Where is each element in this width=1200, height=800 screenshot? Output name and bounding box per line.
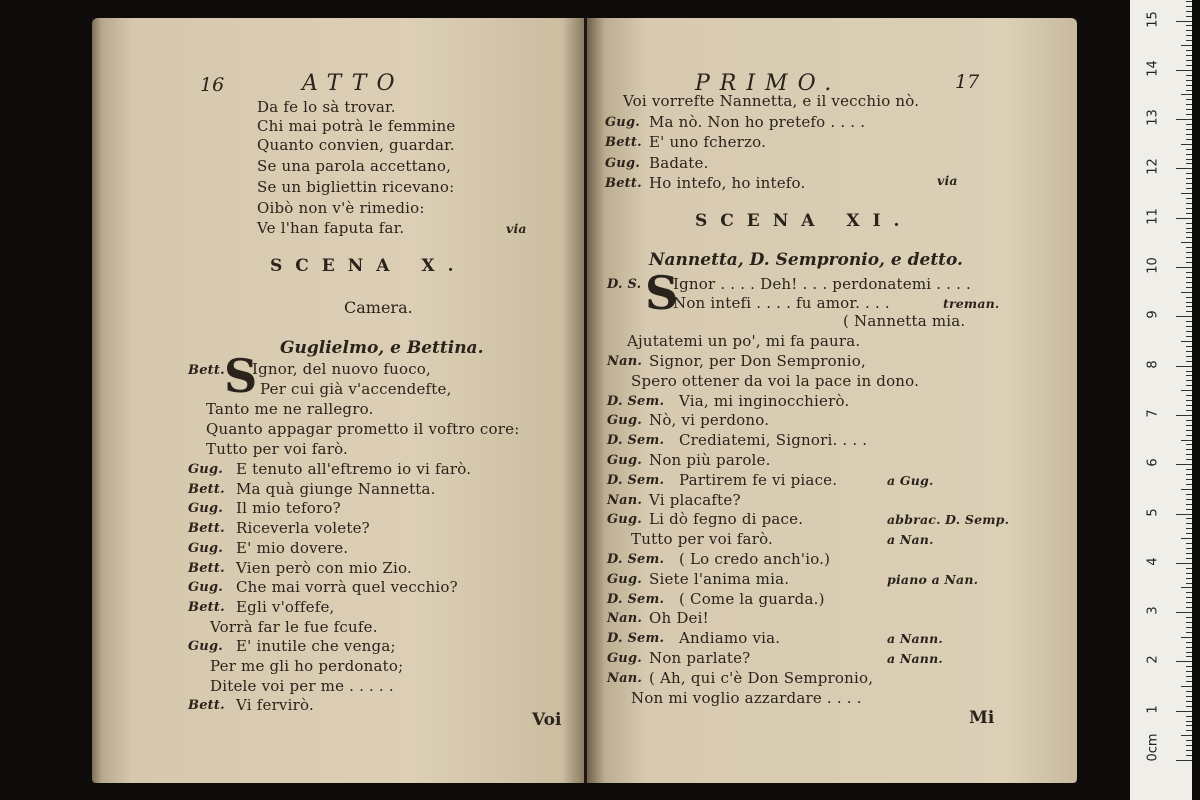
ruler-tick	[1186, 721, 1192, 722]
ruler-label: 14	[1145, 60, 1161, 77]
dialogue-line: Riceverla volete?	[236, 519, 370, 538]
ruler-tick	[1176, 661, 1192, 662]
scene-heading-right: SCENA XI.	[695, 211, 913, 231]
ruler-tick	[1186, 380, 1192, 381]
ruler-tick	[1186, 223, 1192, 224]
dialogue-line: Quanto appagar prometto il voftro core:	[206, 420, 520, 438]
measurement-ruler	[1130, 0, 1192, 800]
ruler-tick	[1186, 681, 1192, 682]
ruler-tick	[1186, 652, 1192, 653]
speaker-label: Gug.	[607, 413, 642, 429]
ruler-tick	[1186, 395, 1192, 396]
ruler-tick	[1186, 504, 1192, 505]
ruler-tick	[1186, 430, 1192, 431]
ruler-tick	[1186, 65, 1192, 66]
ruler-tick	[1181, 538, 1192, 539]
ruler-tick	[1181, 587, 1192, 588]
speaker-label: Bett.	[188, 363, 225, 378]
ruler-tick	[1186, 484, 1192, 485]
speaker-label: Bett.	[188, 481, 225, 497]
dialogue-line: Spero ottener da voi la pace in dono.	[631, 371, 920, 390]
dialogue-line: E' mio dovere.	[236, 538, 349, 557]
dialogue-line: Vi placafte?	[649, 490, 741, 509]
ruler-tick	[1186, 109, 1192, 110]
dialogue-line: Egli v'offefe,	[236, 597, 335, 616]
ruler-tick	[1186, 178, 1192, 179]
ruler-label: 13	[1145, 109, 1161, 126]
dialogue-line: Badate.	[649, 153, 709, 172]
ruler-tick	[1181, 735, 1192, 736]
ruler-tick	[1186, 509, 1192, 510]
ruler-tick	[1186, 237, 1192, 238]
ruler-tick	[1186, 602, 1192, 603]
ruler-tick	[1186, 331, 1192, 332]
ruler-tick	[1186, 129, 1192, 130]
dialogue-line: E' uno fcherzo.	[649, 133, 767, 151]
ruler-label: 1	[1145, 705, 1161, 714]
speaker-label: D. Sem.	[607, 393, 665, 409]
ruler-label: 8	[1145, 359, 1161, 369]
ruler-tick	[1186, 282, 1192, 283]
ruler-tick	[1186, 277, 1192, 278]
cast-line-right: Nannetta, D. Sempronio, e detto.	[649, 250, 963, 270]
running-head-right: PRIMO.	[695, 71, 842, 96]
ruler-tick	[1186, 16, 1192, 17]
ruler-tick	[1186, 420, 1192, 421]
ruler-tick	[1186, 60, 1192, 61]
ruler-tick	[1186, 410, 1192, 411]
speaker-label: Nan.	[607, 492, 643, 508]
speaker-label: D. Sem.	[607, 631, 665, 647]
dialogue-line: ( Lo credo anch'io.)	[679, 550, 831, 568]
dialogue-line: Li dò fegno di pace.	[649, 510, 804, 529]
ruler-tick	[1176, 464, 1192, 465]
ruler-tick	[1186, 134, 1192, 135]
stage-direction: treman.	[943, 296, 1000, 311]
ruler-tick	[1186, 247, 1192, 248]
ruler-tick	[1186, 701, 1192, 702]
ruler-tick	[1186, 262, 1192, 263]
dialogue-line: Ditele voi per me . . . . .	[210, 676, 394, 695]
ruler-tick	[1186, 494, 1192, 495]
ruler-tick	[1186, 528, 1192, 529]
dialogue-line: Voi vorrefte Nannetta, e il vecchio nò.	[623, 92, 920, 110]
ruler-label: 3	[1145, 606, 1161, 615]
ruler-label: 5	[1145, 507, 1161, 517]
ruler-tick	[1186, 1, 1192, 2]
ruler-tick	[1176, 514, 1192, 515]
ruler-tick	[1186, 642, 1192, 643]
speaker-label: Bett.	[605, 176, 642, 191]
dialogue-line: Vien però con mio Zio.	[236, 558, 412, 577]
ruler-tick	[1186, 617, 1192, 618]
dialogue-line: ( Ah, qui c'è Don Sempronio,	[649, 668, 874, 687]
dialogue-line: Tutto per voi farò.	[631, 530, 774, 549]
ruler-tick	[1186, 361, 1192, 362]
ruler-tick	[1186, 405, 1192, 406]
ruler-label: 4	[1145, 557, 1161, 566]
stage-direction: a Nann.	[887, 651, 943, 666]
dialogue-line: ( Come la guarda.)	[679, 589, 825, 608]
ruler-tick	[1186, 336, 1192, 337]
speaker-label: Gug.	[605, 155, 640, 171]
ruler-tick	[1186, 755, 1192, 756]
ruler-tick	[1176, 366, 1192, 367]
ruler-tick	[1186, 351, 1192, 352]
page-number-right: 17	[955, 71, 980, 93]
ruler-tick	[1181, 489, 1192, 490]
speaker-label: Bett.	[605, 135, 642, 150]
verse-line: Se una parola accettano,	[257, 157, 452, 175]
ruler-tick	[1186, 523, 1192, 524]
ruler-tick	[1186, 356, 1192, 357]
ruler-tick	[1176, 711, 1192, 712]
speaker-label: Bett.	[188, 599, 225, 615]
ruler-tick	[1186, 30, 1192, 31]
verse-line: Ve l'han faputa far.	[257, 219, 405, 237]
ruler-tick	[1181, 637, 1192, 638]
ruler-tick	[1186, 198, 1192, 199]
dialogue-line: Signor, per Don Sempronio,	[649, 352, 866, 370]
dialogue-line: Tutto per voi farò.	[206, 440, 349, 458]
speaker-label: Gug.	[607, 651, 642, 666]
running-head-left: ATTO	[302, 71, 405, 96]
ruler-tick	[1186, 302, 1192, 303]
ruler-tick	[1186, 90, 1192, 91]
dialogue-line: Ignor . . . . Deh! . . . perdonatemi . . . .	[673, 275, 972, 293]
stage-direction: via	[506, 221, 527, 236]
ruler-tick	[1186, 543, 1192, 544]
speaker-label: Gug.	[188, 501, 223, 517]
speaker-label: D. Sem.	[607, 552, 665, 567]
ruler-tick	[1181, 94, 1192, 95]
ruler-tick	[1186, 548, 1192, 549]
ruler-tick	[1186, 607, 1192, 608]
dialogue-line: Via, mi inginocchierò.	[679, 391, 850, 410]
ruler-tick	[1176, 760, 1192, 761]
right-page	[587, 18, 1077, 783]
dialogue-line: Partirem fe vi piace.	[679, 470, 838, 489]
ruler-tick	[1186, 750, 1192, 751]
speaker-label: D. S.	[607, 277, 642, 292]
ruler-tick	[1186, 188, 1192, 189]
drop-cap: S	[645, 266, 679, 320]
ruler-tick	[1186, 11, 1192, 12]
dialogue-line: Non più parole.	[649, 451, 771, 469]
dialogue-line: Non mi voglio azzardare . . . .	[631, 688, 862, 707]
page-number-left: 16	[200, 74, 225, 96]
ruler-tick	[1186, 228, 1192, 229]
stage-direction: abbrac. D. Semp.	[887, 512, 1010, 528]
dialogue-line: Per me gli ho perdonato;	[210, 657, 404, 675]
ruler-tick	[1186, 656, 1192, 657]
ruler-tick	[1186, 375, 1192, 376]
dialogue-line: Ajutatemi un po', mi fa paura.	[627, 332, 861, 350]
ruler-tick	[1186, 159, 1192, 160]
ruler-tick	[1186, 35, 1192, 36]
drop-cap: S	[224, 349, 258, 403]
scene-heading-left: SCENA X.	[270, 256, 467, 276]
dialogue-line: Siete l'anima mia.	[649, 569, 790, 588]
ruler-tick	[1186, 149, 1192, 150]
ruler-tick	[1186, 297, 1192, 298]
ruler-tick	[1186, 346, 1192, 347]
ruler-tick	[1186, 740, 1192, 741]
ruler-tick	[1186, 40, 1192, 41]
ruler-tick	[1186, 592, 1192, 593]
ruler-tick	[1186, 114, 1192, 115]
ruler-tick	[1186, 573, 1192, 574]
ruler-tick	[1186, 124, 1192, 125]
verse-line: Quanto convien, guardar.	[257, 136, 455, 154]
ruler-tick	[1186, 499, 1192, 500]
ruler-label: 2	[1145, 655, 1161, 665]
ruler-tick	[1186, 252, 1192, 253]
ruler-tick	[1186, 311, 1192, 312]
ruler-tick	[1186, 444, 1192, 445]
dialogue-line: Non parlate?	[649, 649, 751, 667]
ruler-label: 11	[1145, 207, 1161, 225]
ruler-tick	[1186, 326, 1192, 327]
ruler-tick	[1186, 6, 1192, 7]
ruler-tick	[1186, 25, 1192, 26]
speaker-label: Gug.	[188, 580, 223, 596]
speaker-label: D. Sem.	[607, 433, 665, 449]
ruler-tick	[1186, 154, 1192, 155]
ruler-tick	[1186, 208, 1192, 209]
speaker-label: Gug.	[607, 571, 642, 587]
speaker-label: Nan.	[607, 670, 643, 686]
left-page	[92, 18, 584, 783]
ruler-tick	[1176, 70, 1192, 71]
ruler-tick	[1186, 99, 1192, 100]
ruler-tick	[1186, 666, 1192, 667]
ruler-tick	[1186, 85, 1192, 86]
ruler-label: 10	[1145, 257, 1161, 274]
ruler-tick	[1176, 563, 1192, 564]
speaker-label: Gug.	[188, 540, 223, 556]
ruler-tick	[1181, 292, 1192, 293]
ruler-tick	[1186, 691, 1192, 692]
dialogue-line: Ho intefo, ho intefo.	[649, 174, 806, 192]
ruler-tick	[1186, 622, 1192, 623]
stage-direction: a Nann.	[887, 631, 943, 647]
dialogue-line: Ignor, del nuovo fuoco,	[252, 360, 431, 378]
ruler-tick	[1186, 435, 1192, 436]
cast-line-left: Guglielmo, e Bettina.	[280, 338, 484, 358]
dialogue-line: Ma nò. Non ho pretefo . . . .	[649, 112, 866, 131]
ruler-tick	[1186, 676, 1192, 677]
ruler-label: 0cm	[1145, 733, 1161, 762]
ruler-tick	[1186, 232, 1192, 233]
dialogue-line: Non intefi . . . . fu amor. . . .	[673, 294, 890, 312]
ruler-tick	[1186, 745, 1192, 746]
ruler-tick	[1176, 415, 1192, 416]
ruler-tick	[1186, 583, 1192, 584]
verse-line: Oibò non v'è rimedio:	[257, 199, 425, 217]
ruler-tick	[1186, 553, 1192, 554]
dialogue-line: E tenuto all'eftremo io vi farò.	[236, 460, 472, 478]
ruler-tick	[1186, 730, 1192, 731]
speaker-label: Bett.	[188, 521, 225, 537]
ruler-tick	[1176, 168, 1192, 169]
ruler-tick	[1181, 390, 1192, 391]
ruler-tick	[1181, 440, 1192, 441]
ruler-tick	[1186, 425, 1192, 426]
ruler-tick	[1176, 218, 1192, 219]
dialogue-line: Nò, vi perdono.	[649, 411, 770, 430]
ruler-tick	[1186, 173, 1192, 174]
ruler-tick	[1186, 104, 1192, 105]
speaker-label: Gug.	[607, 512, 642, 528]
stage-direction: a Nan.	[887, 532, 934, 548]
ruler-tick	[1186, 385, 1192, 386]
dialogue-line: E' inutile che venga;	[236, 637, 396, 656]
ruler-tick	[1186, 449, 1192, 450]
ruler-tick	[1186, 558, 1192, 559]
ruler-tick	[1186, 55, 1192, 56]
ruler-tick	[1186, 306, 1192, 307]
ruler-tick	[1176, 267, 1192, 268]
ruler-tick	[1176, 119, 1192, 120]
ruler-tick	[1186, 474, 1192, 475]
speaker-label: Bett.	[188, 560, 225, 576]
dialogue-line: Per cui già v'accendefte,	[260, 380, 452, 398]
ruler-tick	[1186, 725, 1192, 726]
ruler-tick	[1186, 183, 1192, 184]
ruler-tick	[1186, 632, 1192, 633]
dialogue-line: Tanto me ne rallegro.	[206, 400, 374, 418]
ruler-label: 12	[1145, 158, 1161, 176]
dialogue-line: Andiamo via.	[679, 629, 781, 648]
ruler-tick	[1186, 469, 1192, 470]
dialogue-line: Vi fervirò.	[236, 696, 314, 715]
ruler-tick	[1186, 80, 1192, 81]
ruler-label: 6	[1145, 458, 1161, 467]
ruler-tick	[1186, 479, 1192, 480]
ruler-tick	[1186, 213, 1192, 214]
stage-direction: via	[937, 173, 958, 188]
ruler-tick	[1186, 627, 1192, 628]
ruler-tick	[1186, 50, 1192, 51]
speaker-label: Gug.	[605, 114, 640, 130]
speaker-label: Bett.	[188, 698, 225, 714]
ruler-tick	[1181, 341, 1192, 342]
ruler-label: 7	[1145, 409, 1161, 418]
stage-direction: a Gug.	[887, 472, 934, 488]
ruler-tick	[1186, 321, 1192, 322]
dialogue-line: Oh Dei!	[649, 609, 709, 628]
speaker-label: D. Sem.	[607, 472, 665, 488]
ruler-tick	[1186, 647, 1192, 648]
catchword-left: Voi	[532, 710, 562, 730]
ruler-tick	[1186, 454, 1192, 455]
stage-direction: piano a Nan.	[887, 571, 979, 587]
ruler-tick	[1186, 459, 1192, 460]
dialogue-line: ( Nannetta mia.	[843, 312, 966, 330]
verse-line: Se un bigliettin ricevano:	[257, 178, 455, 196]
dialogue-line: Che mai vorrà quel vecchio?	[236, 578, 458, 597]
dialogue-line: Ma quà giunge Nannetta.	[236, 479, 436, 498]
ruler-tick	[1181, 686, 1192, 687]
catchword-right: Mi	[969, 708, 995, 728]
ruler-tick	[1186, 163, 1192, 164]
ruler-tick	[1186, 518, 1192, 519]
setting-label: Camera.	[344, 298, 413, 317]
open-book	[92, 18, 1077, 783]
speaker-label: Gug.	[607, 453, 642, 468]
ruler-tick	[1186, 706, 1192, 707]
ruler-tick	[1186, 578, 1192, 579]
ruler-tick	[1176, 21, 1192, 22]
ruler-tick	[1186, 400, 1192, 401]
verse-line: Chi mai potrà le femmine	[257, 117, 456, 135]
dialogue-line: Vorrà far le fue fcufe.	[210, 617, 378, 636]
speaker-label: D. Sem.	[607, 591, 665, 607]
dialogue-line: Il mio teforo?	[236, 499, 341, 518]
ruler-tick	[1186, 75, 1192, 76]
ruler-tick	[1186, 568, 1192, 569]
speaker-label: Nan.	[607, 611, 643, 627]
ruler-tick	[1186, 371, 1192, 372]
verse-line: Da fe lo sà trovar.	[257, 98, 396, 116]
speaker-label: Nan.	[607, 354, 643, 369]
ruler-tick	[1181, 45, 1192, 46]
ruler-tick	[1186, 597, 1192, 598]
ruler-tick	[1186, 287, 1192, 288]
dialogue-line: Crediatemi, Signori. . . .	[679, 431, 868, 450]
ruler-tick	[1186, 696, 1192, 697]
speaker-label: Gug.	[188, 639, 223, 655]
ruler-tick	[1176, 316, 1192, 317]
ruler-tick	[1186, 533, 1192, 534]
ruler-label: 15	[1145, 10, 1161, 28]
ruler-tick	[1186, 203, 1192, 204]
ruler-tick	[1176, 612, 1192, 613]
ruler-tick	[1181, 242, 1192, 243]
ruler-tick	[1186, 671, 1192, 672]
ruler-tick	[1181, 193, 1192, 194]
ruler-tick	[1186, 139, 1192, 140]
ruler-tick	[1186, 272, 1192, 273]
ruler-tick	[1186, 257, 1192, 258]
ruler-tick	[1186, 716, 1192, 717]
speaker-label: Gug.	[188, 462, 223, 477]
ruler-label: 9	[1145, 310, 1161, 319]
ruler-tick	[1181, 144, 1192, 145]
